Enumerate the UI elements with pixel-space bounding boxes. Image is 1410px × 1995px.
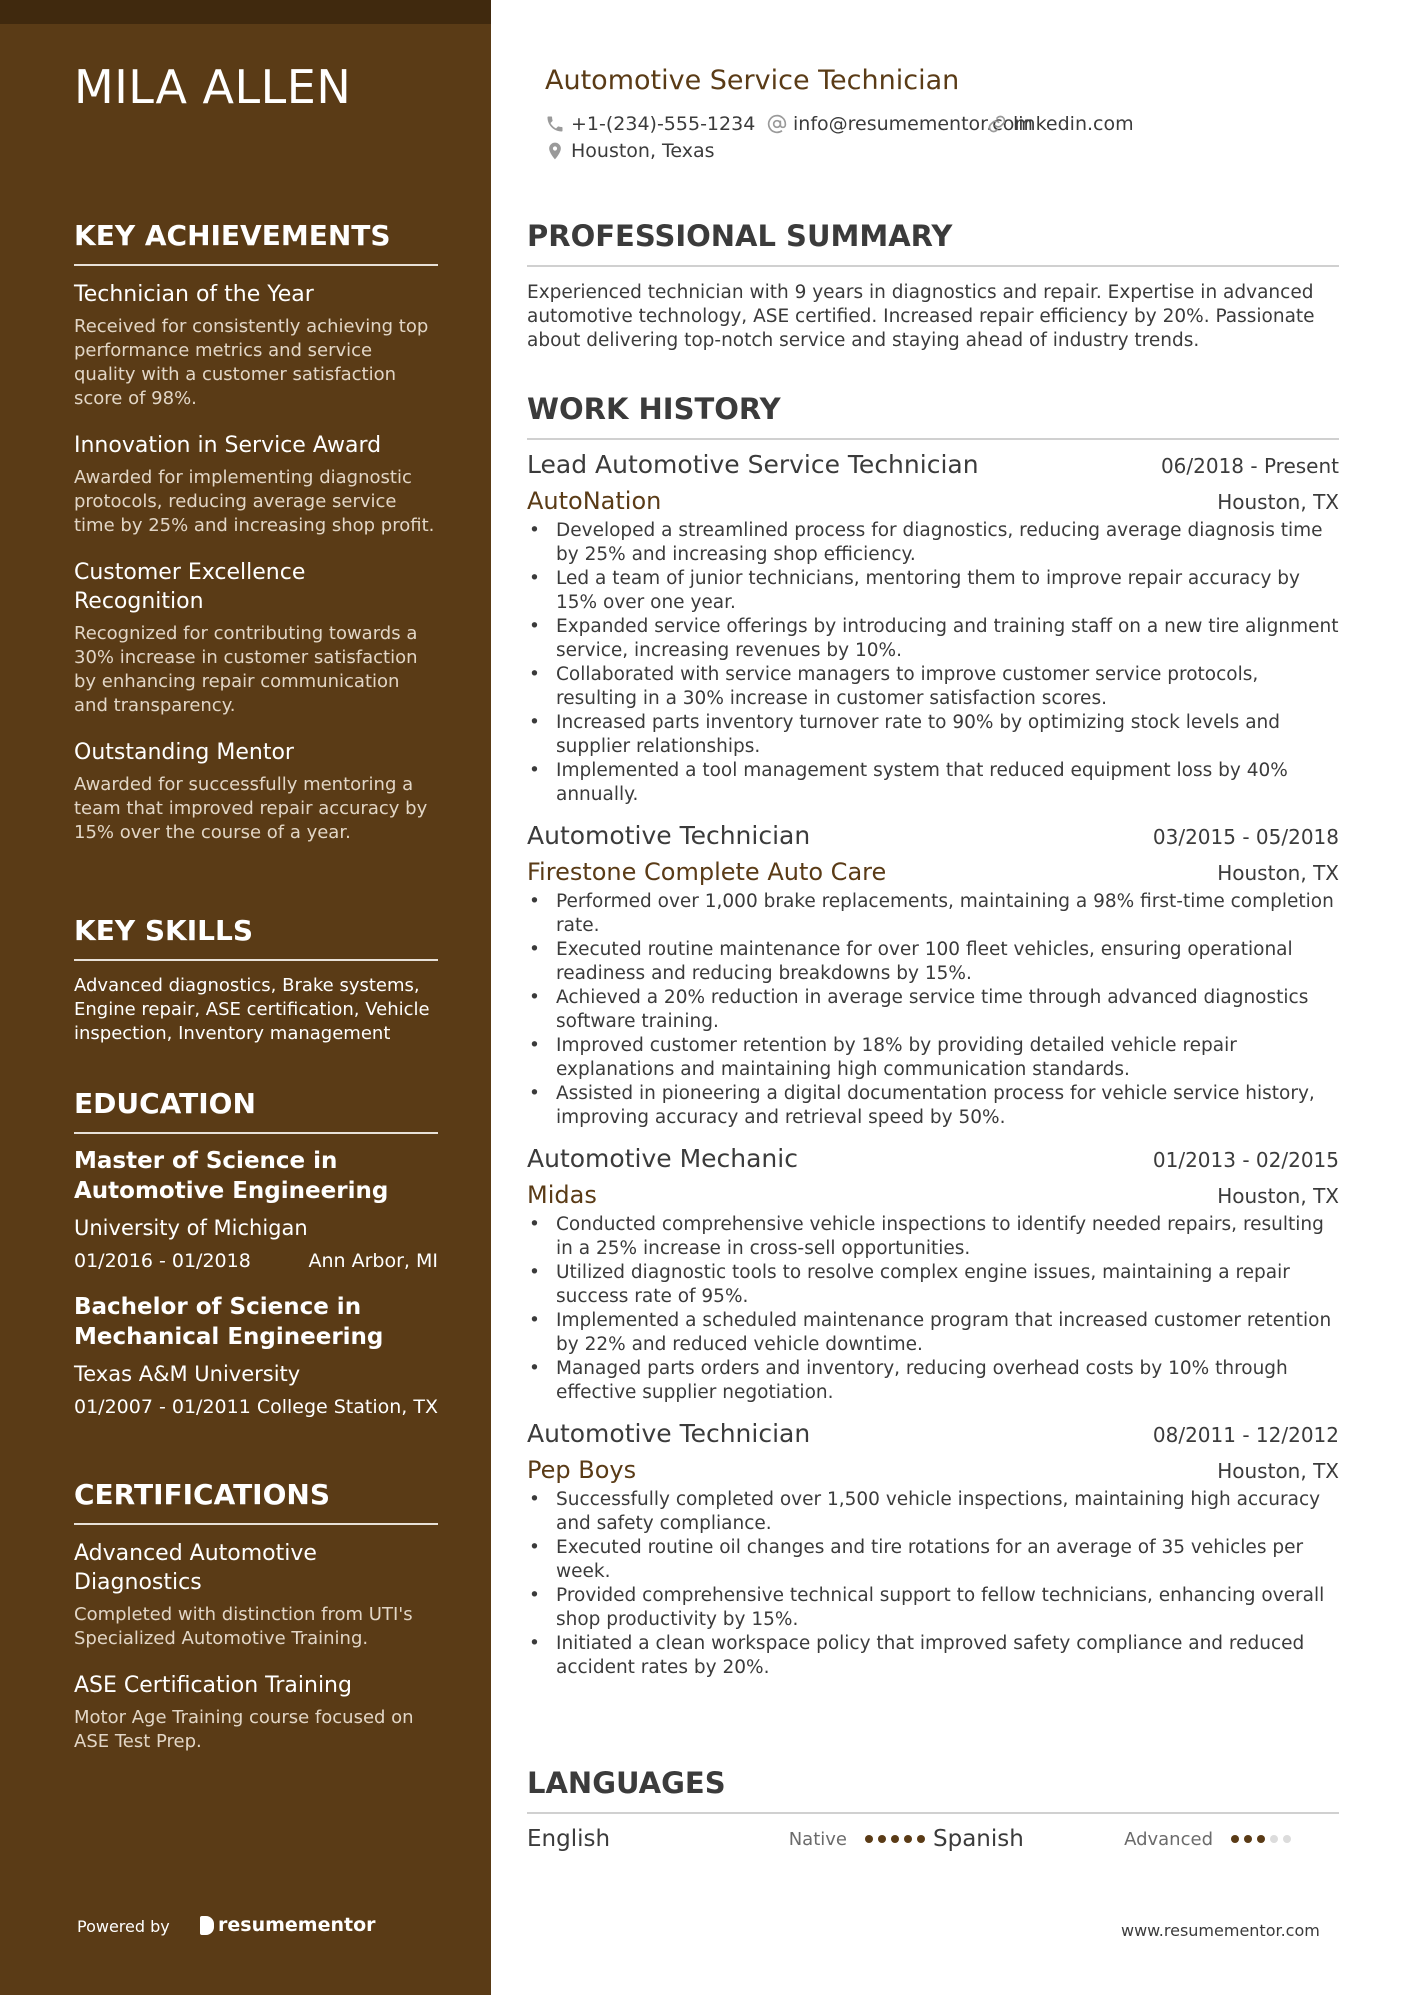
job-bullets — [527, 1488, 1339, 1680]
job-header — [527, 1419, 1339, 1448]
achievement-item — [74, 738, 438, 845]
language-rating — [1231, 1835, 1291, 1843]
education-heading: EDUCATION — [74, 1087, 438, 1134]
job-bullets — [527, 890, 1339, 1130]
job-company: Firestone Complete Auto Care — [527, 858, 887, 886]
job-bullet: • Executed routine maintenance for over 100 fleet vehicles, ensuring operational readiness and reducing breakdowns by 15%. — [527, 938, 1339, 986]
education-section — [74, 1087, 438, 1418]
rating-dot-empty — [1270, 1835, 1278, 1843]
education-dates: 01/2016 - 01/2018 — [74, 1250, 251, 1272]
location-text: Houston, Texas — [571, 140, 715, 162]
education-degree: Master of Science in Automotive Engineering — [74, 1148, 389, 1204]
certification-title: Advanced Automotive Diagnostics — [74, 1541, 317, 1595]
email-text: info@resumementor.com — [793, 113, 1033, 135]
powered-by-label: Powered by — [77, 1917, 170, 1936]
achievement-item — [74, 431, 438, 538]
rating-dot-filled — [1244, 1835, 1252, 1843]
rating-dot-filled — [891, 1835, 899, 1843]
education-school: University of Michigan — [74, 1216, 308, 1240]
certifications-section — [74, 1478, 438, 1754]
phone-text: +1-(234)-555-1234 — [571, 113, 756, 135]
rating-dot-filled — [904, 1835, 912, 1843]
job-location: Houston, TX — [1217, 490, 1339, 514]
skills-heading: KEY SKILLS — [74, 914, 438, 961]
job-title: Automotive Service Technician — [545, 65, 960, 96]
job-dates: 01/2013 - 02/2015 — [1152, 1148, 1339, 1172]
job-entry — [527, 450, 1339, 807]
certifications-heading: CERTIFICATIONS — [74, 1478, 438, 1525]
education-school: Texas A&M University — [74, 1362, 301, 1386]
contact-linkedin[interactable] — [987, 113, 1134, 135]
achievements-section — [74, 219, 438, 845]
achievement-title: Customer Excellence Recognition — [74, 560, 306, 614]
website-link[interactable]: www.resumementor.com — [1121, 1921, 1320, 1940]
language-level: Advanced — [1124, 1828, 1213, 1850]
job-header — [527, 450, 1339, 479]
languages-section — [527, 1766, 1339, 1852]
at-sign-icon — [767, 114, 787, 134]
map-pin-icon — [545, 141, 565, 161]
language-rating — [865, 1835, 925, 1843]
rating-dot-filled — [1231, 1835, 1239, 1843]
contact-location — [545, 140, 715, 162]
achievement-title: Technician of the Year — [74, 282, 314, 307]
job-bullet: • Increased parts inventory turnover rate to 90% by optimizing stock levels and supplier relationships. — [527, 711, 1339, 759]
linkedin-text: linkedin.com — [1013, 113, 1134, 135]
job-role: Automotive Mechanic — [527, 1144, 798, 1173]
job-header — [527, 821, 1339, 850]
contact-phone[interactable] — [545, 113, 755, 135]
achievement-title: Outstanding Mentor — [74, 740, 294, 765]
language-item — [933, 1826, 1339, 1852]
job-bullet: • Improved customer retention by 18% by providing detailed vehicle repair explanations and maintaining high communication standards. — [527, 1034, 1339, 1082]
certification-title: ASE Certification Training — [74, 1673, 352, 1698]
job-bullet: • Utilized diagnostic tools to resolve complex engine issues, maintaining a repair success rate of 95%. — [527, 1261, 1339, 1309]
job-bullet: • Expanded service offerings by introducing and training staff on a new tire alignment service, increasing revenues by 10%. — [527, 615, 1339, 663]
job-role: Lead Automotive Service Technician — [527, 450, 979, 479]
achievement-desc: Awarded for implementing diagnostic protocols, reducing average service time by 25% and increasing shop profit. — [74, 467, 435, 536]
job-role: Automotive Technician — [527, 1419, 811, 1448]
job-bullet: • Managed parts orders and inventory, reducing overhead costs by 10% through effective supplier negotiation. — [527, 1357, 1339, 1405]
certification-desc: Completed with distinction from UTI's Specialized Automotive Training. — [74, 1604, 413, 1649]
rating-dot-filled — [865, 1835, 873, 1843]
certification-desc: Motor Age Training course focused on ASE Test Prep. — [74, 1707, 414, 1752]
job-bullet: • Implemented a scheduled maintenance program that increased customer retention by 22% and reduced vehicle downtime. — [527, 1309, 1339, 1357]
job-location: Houston, TX — [1217, 1459, 1339, 1483]
education-location: College Station, TX — [256, 1396, 438, 1418]
achievement-title: Innovation in Service Award — [74, 433, 382, 458]
candidate-name: MILA ALLEN — [74, 60, 352, 114]
achievement-desc: Received for consistently achieving top performance metrics and service quality with a customer satisfaction score of 98%. — [74, 316, 429, 409]
language-name: English — [527, 1826, 611, 1852]
job-dates: 08/2011 - 12/2012 — [1152, 1423, 1339, 1447]
job-bullet: • Initiated a clean workspace policy that improved safety compliance and reduced accident rates by 20%. — [527, 1632, 1339, 1680]
certification-item — [74, 1539, 438, 1651]
job-bullet: • Collaborated with service managers to improve customer service protocols, resulting in a 30% increase in customer satisfaction scores. — [527, 663, 1339, 711]
job-entry — [527, 821, 1339, 1130]
job-role: Automotive Technician — [527, 821, 811, 850]
skills-section — [74, 914, 438, 1046]
job-bullet: • Conducted comprehensive vehicle inspections to identify needed repairs, resulting in a 25% increase in cross-sell opportunities. — [527, 1213, 1339, 1261]
job-entry — [527, 1144, 1339, 1405]
certification-item — [74, 1671, 438, 1754]
job-dates: 06/2018 - Present — [1160, 454, 1339, 478]
job-bullet: • Performed over 1,000 brake replacements, maintaining a 98% first-time completion rate. — [527, 890, 1339, 938]
summary-text: Experienced technician with 9 years in diagnostics and repair. Expertise in advanced automotive technology, ASE certified. Increased repair efficiency by 20%. Passionate about delivering top-notch service and staying ahead of industry trends. — [527, 282, 1315, 351]
brand-name: resumementor — [218, 1914, 376, 1936]
languages-row — [527, 1826, 1339, 1852]
job-dates: 03/2015 - 05/2018 — [1152, 825, 1339, 849]
education-dates: 01/2007 - 01/2011 — [74, 1396, 251, 1418]
language-level: Native — [788, 1828, 847, 1850]
work-history-section — [527, 392, 1339, 1680]
rating-dot-empty — [1283, 1835, 1291, 1843]
languages-heading: LANGUAGES — [527, 1766, 1339, 1814]
job-bullet: • Successfully completed over 1,500 vehicle inspections, maintaining high accuracy and safety compliance. — [527, 1488, 1339, 1536]
achievement-desc: Awarded for successfully mentoring a team that improved repair accuracy by 15% over the course of a year. — [74, 774, 428, 843]
job-bullet: • Developed a streamlined process for diagnostics, reducing average diagnosis time by 25% and increasing shop efficiency. — [527, 519, 1339, 567]
education-meta — [74, 1250, 438, 1272]
link-icon — [987, 114, 1007, 134]
education-degree: Bachelor of Science in Mechanical Engineering — [74, 1294, 384, 1350]
job-header — [527, 1144, 1339, 1173]
job-bullets — [527, 1213, 1339, 1405]
achievements-heading: KEY ACHIEVEMENTS — [74, 219, 438, 266]
job-entry — [527, 1419, 1339, 1680]
job-bullet: • Assisted in pioneering a digital documentation process for vehicle service history, improving accuracy and retrieval speed by 50%. — [527, 1082, 1339, 1130]
job-bullet: • Led a team of junior technicians, mentoring them to improve repair accuracy by 15% over one year. — [527, 567, 1339, 615]
job-bullet: • Achieved a 20% reduction in average service time through advanced diagnostics software training. — [527, 986, 1339, 1034]
summary-heading: PROFESSIONAL SUMMARY — [527, 219, 1339, 267]
education-location: Ann Arbor, MI — [308, 1250, 438, 1272]
job-bullet: • Implemented a tool management system that reduced equipment loss by 40% annually. — [527, 759, 1339, 807]
job-bullet: • Executed routine oil changes and tire rotations for an average of 35 vehicles per week. — [527, 1536, 1339, 1584]
job-location: Houston, TX — [1217, 861, 1339, 885]
rating-dot-filled — [917, 1835, 925, 1843]
education-meta — [74, 1396, 438, 1418]
language-name: Spanish — [933, 1826, 1024, 1852]
brand-logo[interactable] — [200, 1914, 376, 1936]
job-subheader — [527, 1456, 1339, 1484]
sidebar — [0, 0, 491, 1995]
achievement-item — [74, 558, 438, 718]
brand-mark-icon — [200, 1916, 214, 1935]
achievement-item — [74, 280, 438, 411]
skills-list: Advanced diagnostics, Brake systems, Engine repair, ASE certification, Vehicle inspection, Inventory management — [74, 975, 430, 1044]
achievement-desc: Recognized for contributing towards a 30% increase in customer satisfaction by enhancing repair communication and transparency. — [74, 623, 418, 716]
job-subheader — [527, 858, 1339, 886]
job-subheader — [527, 1181, 1339, 1209]
rating-dot-filled — [878, 1835, 886, 1843]
sidebar-top-bar — [0, 0, 491, 24]
job-company: Midas — [527, 1181, 597, 1209]
education-item — [74, 1292, 438, 1418]
job-bullets — [527, 519, 1339, 807]
job-location: Houston, TX — [1217, 1184, 1339, 1208]
rating-dot-filled — [1257, 1835, 1265, 1843]
job-subheader — [527, 487, 1339, 515]
education-item — [74, 1146, 438, 1272]
job-bullet: • Provided comprehensive technical support to fellow technicians, enhancing overall shop productivity by 15%. — [527, 1584, 1339, 1632]
work-history-heading: WORK HISTORY — [527, 392, 1339, 440]
job-company: AutoNation — [527, 487, 662, 515]
job-company: Pep Boys — [527, 1456, 637, 1484]
phone-icon — [545, 114, 565, 134]
language-item — [527, 1826, 933, 1852]
summary-section — [527, 219, 1339, 353]
